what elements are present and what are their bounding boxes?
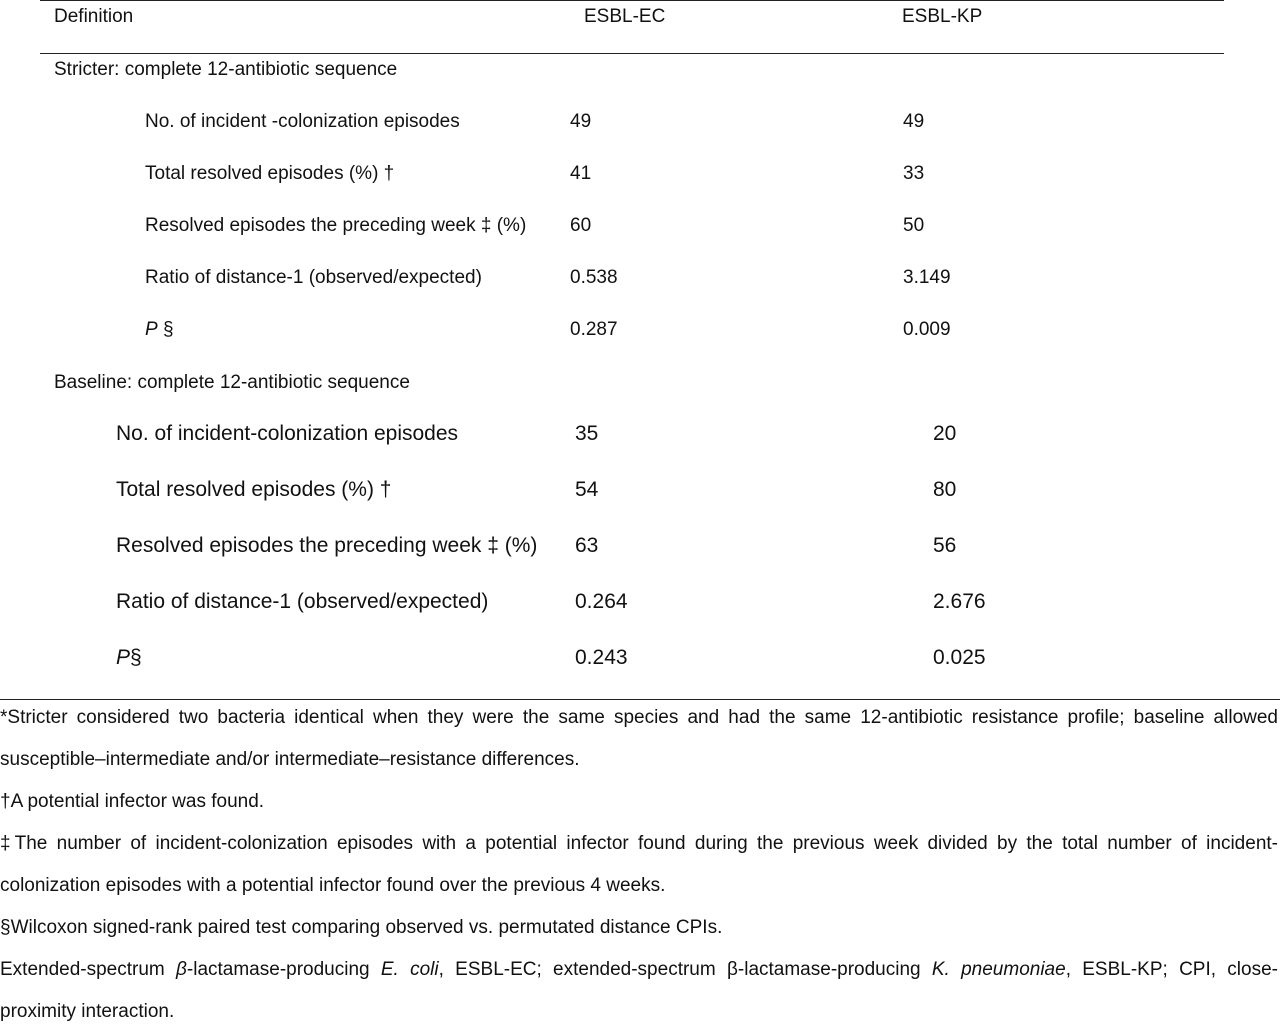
- header-definition: Definition: [54, 6, 134, 27]
- table-cell-kp: 50: [903, 215, 925, 236]
- table-row-label: [145, 319, 174, 341]
- species-k-pneumoniae: K. pneumoniae: [931, 959, 1066, 980]
- abbr-text: Extended-spectrum: [0, 959, 177, 980]
- table-row-label: Total resolved episodes (%) †: [116, 478, 392, 501]
- table-top-rule: [40, 0, 1224, 1]
- table-cell-ec: 49: [570, 111, 592, 132]
- table-cell-kp: 3.149: [903, 267, 951, 288]
- table-cell-kp: 33: [903, 163, 925, 184]
- table-cell-ec: 60: [570, 215, 592, 236]
- table-cell-ec: 54: [575, 478, 599, 501]
- table-row-label: Total resolved episodes (%) †: [145, 163, 395, 184]
- table-row-label: No. of incident-colonization episodes: [116, 422, 459, 445]
- table-cell-kp: 20: [933, 422, 957, 445]
- table-cell-ec: 0.287: [570, 319, 618, 340]
- section-sign: §: [157, 319, 174, 340]
- header-bottom-rule: [40, 53, 1224, 54]
- table-cell-ec: 63: [575, 534, 599, 557]
- abbr-text: , ESBL-EC; extended-spectrum β-lactamase-producing: [438, 959, 932, 980]
- section-title-baseline: Baseline: complete 12-antibiotic sequence: [54, 372, 410, 393]
- table-row-label: Resolved episodes the preceding week ‡ (%): [116, 534, 538, 557]
- header-esbl-kp: ESBL-KP: [902, 6, 983, 27]
- table-cell-kp: 80: [933, 478, 957, 501]
- table-row-label: Ratio of distance-1 (observed/expected): [145, 267, 482, 288]
- table-row-label: No. of incident -colonization episodes: [145, 111, 460, 132]
- p-value-symbol: P: [145, 319, 158, 340]
- table-cell-ec: 0.243: [575, 646, 628, 669]
- table-cell-ec: 0.538: [570, 267, 618, 288]
- table-cell-kp: 2.676: [933, 590, 986, 613]
- footnotes: [0, 697, 1280, 1033]
- abbr-text: -lactamase-producing: [186, 959, 381, 980]
- species-e-coli: E. coli: [380, 959, 439, 980]
- footnote-dagger: †A potential infector was found.: [0, 791, 265, 812]
- table-cell-kp: 56: [933, 534, 957, 557]
- header-esbl-ec: ESBL-EC: [584, 6, 666, 27]
- abbr-text: , ESBL-KP; CPI, close-proximity interaction.: [0, 959, 1278, 1022]
- beta-symbol: β: [176, 959, 187, 980]
- footnote-abbreviations: [0, 949, 1280, 1033]
- table-cell-kp: 0.025: [933, 646, 986, 669]
- table-cell-kp: 0.009: [903, 319, 951, 340]
- table-cell-ec: 41: [570, 163, 592, 184]
- table-row-label: Ratio of distance-1 (observed/expected): [116, 590, 489, 613]
- table-cell-kp: 49: [903, 111, 925, 132]
- footnote-definitions: *Stricter considered two bacteria identical when they were the same species and had the same 12-antibiotic resistance profile; baseline allowed susceptible–intermediate and/or intermediate–resistance differences.: [0, 707, 1278, 770]
- footnote-double-dagger: ‡The number of incident-colonization episodes with a potential infector found during the previous week divided by the total number of incident-colonization episodes with a potential infector found over the previous 4 weeks.: [0, 833, 1278, 896]
- p-value-symbol: P: [116, 646, 131, 669]
- table-cell-ec: 0.264: [575, 590, 628, 613]
- section-sign: §: [130, 646, 142, 669]
- table-cell-ec: 35: [575, 422, 599, 445]
- section-title-stricter: Stricter: complete 12-antibiotic sequence: [54, 59, 398, 80]
- footnote-section: §Wilcoxon signed-rank paired test comparing observed vs. permutated distance CPIs.: [0, 917, 723, 938]
- table-row-label: Resolved episodes the preceding week ‡ (%): [145, 215, 527, 236]
- table-row-label: [116, 646, 142, 670]
